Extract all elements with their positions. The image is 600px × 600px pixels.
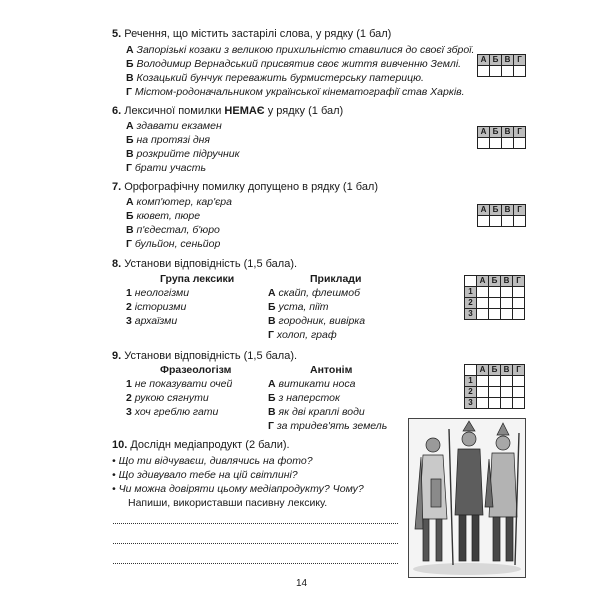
q5-option-c: В Козацький бунчук переважить бурмистерську патерицю.: [126, 72, 424, 84]
answer-cell[interactable]: [514, 216, 526, 227]
q8-right-c: В городник, вивірка: [268, 315, 366, 327]
page-number: 14: [296, 578, 308, 589]
q9-right-c: В як дві краплі води: [268, 406, 365, 418]
q6-option-c: В розкрийте підручник: [126, 148, 240, 160]
answer-cell[interactable]: [502, 216, 514, 227]
q9-right-column-header: Антонім: [310, 364, 353, 376]
q5-option-a: А Запорізькі козаки з великою прихильністю ставилися до своєї зброї.: [126, 44, 475, 56]
question-6: 6. Лексичної помилки НЕМАЄ у рядку (1 бал): [112, 105, 344, 117]
answer-cell[interactable]: [502, 66, 514, 77]
q10-bullet-2: • Що здивувало тебе на цій світлині?: [112, 469, 298, 481]
q7-option-b: Б кювет, пюре: [126, 210, 201, 222]
q5-answer-grid[interactable]: А Б В Г: [477, 54, 526, 77]
q7-option-c: В п'єдестал, б'юро: [126, 224, 220, 236]
question-10: 10. Дослідн медіапродукт (2 бали).: [112, 439, 290, 451]
q6-option-d: Г брати участь: [126, 162, 207, 174]
q8-right-b: Б уста, піїт: [268, 301, 329, 313]
answer-cell[interactable]: [514, 66, 526, 77]
answer-cell[interactable]: [490, 66, 502, 77]
q5-option-d: Г Містом-родоначальником української кінематографії став Харків.: [126, 86, 465, 98]
question-9: 9. Установи відповідність (1,5 бала).: [112, 350, 298, 362]
question-5-text: Речення, що містить застарілі слова, у рядку (1 бал): [124, 28, 392, 40]
q8-right-d: Г холоп, граф: [268, 329, 337, 341]
answer-cell[interactable]: [490, 138, 502, 149]
question-5: [112, 28, 391, 40]
q8-left-1: 1 неологізми: [126, 287, 190, 299]
q9-answer-grid[interactable]: А Б В Г 1 2 3: [464, 364, 525, 409]
question-5-number: 5.: [112, 28, 122, 40]
q10-bullet-3: • Чи можна довіряти цьому медіапродукту? Чому?: [112, 483, 364, 495]
q10-bullet-1: • Що ти відчуваєш, дивлячись на фото?: [112, 455, 313, 467]
q8-left-3: 3 архаїзми: [126, 315, 178, 327]
q9-right-b: Б з наперсток: [268, 392, 340, 404]
q9-right-a: А витикати носа: [268, 378, 356, 390]
answer-cell[interactable]: [478, 216, 490, 227]
q8-left-2: 2 історизми: [126, 301, 187, 313]
q10-instruction: Напиши, використавши пасивну лексику.: [128, 497, 328, 509]
answer-line[interactable]: [113, 522, 398, 524]
q7-answer-grid[interactable]: А Б В Г: [477, 204, 526, 227]
warriors-photo: [408, 418, 526, 578]
q6-option-b: Б на протязі дня: [126, 134, 211, 146]
warriors-illustration: [409, 419, 525, 577]
question-7: 7. Орфографічну помилку допущено в рядку (1 бал): [112, 181, 379, 193]
q6-answer-grid[interactable]: А Б В Г: [477, 126, 526, 149]
answer-cell[interactable]: [478, 138, 490, 149]
q8-answer-grid[interactable]: А Б В Г 1 2 3: [464, 275, 525, 320]
answer-cell[interactable]: [490, 216, 502, 227]
q8-left-column-header: Група лексики: [160, 273, 235, 285]
answer-cell[interactable]: [502, 138, 514, 149]
answer-cell[interactable]: [478, 66, 490, 77]
q9-left-2: 2 рукою сягнути: [126, 392, 209, 404]
answer-cell[interactable]: [514, 138, 526, 149]
q9-left-column-header: Фразеологізм: [160, 364, 232, 376]
q9-right-d: Г за тридев'ять земель: [268, 420, 388, 432]
q9-left-1: 1 не показувати очей: [126, 378, 233, 390]
q8-right-column-header: Приклади: [310, 273, 362, 285]
question-8: 8. Установи відповідність (1,5 бала).: [112, 258, 298, 270]
q9-left-3: 3 хоч греблю гати: [126, 406, 219, 418]
q7-option-d: Г бульйон, сеньйор: [126, 238, 221, 250]
q6-option-a: А здавати екзамен: [126, 120, 222, 132]
q5-option-b: Б Володимир Вернадський присвятив своє життя вивченню Землі.: [126, 58, 462, 70]
q8-right-a: А скайп, флешмоб: [268, 287, 360, 299]
answer-line[interactable]: [113, 542, 398, 544]
answer-line[interactable]: [113, 562, 398, 564]
q7-option-a: А комп'ютер, кар'єра: [126, 196, 232, 208]
